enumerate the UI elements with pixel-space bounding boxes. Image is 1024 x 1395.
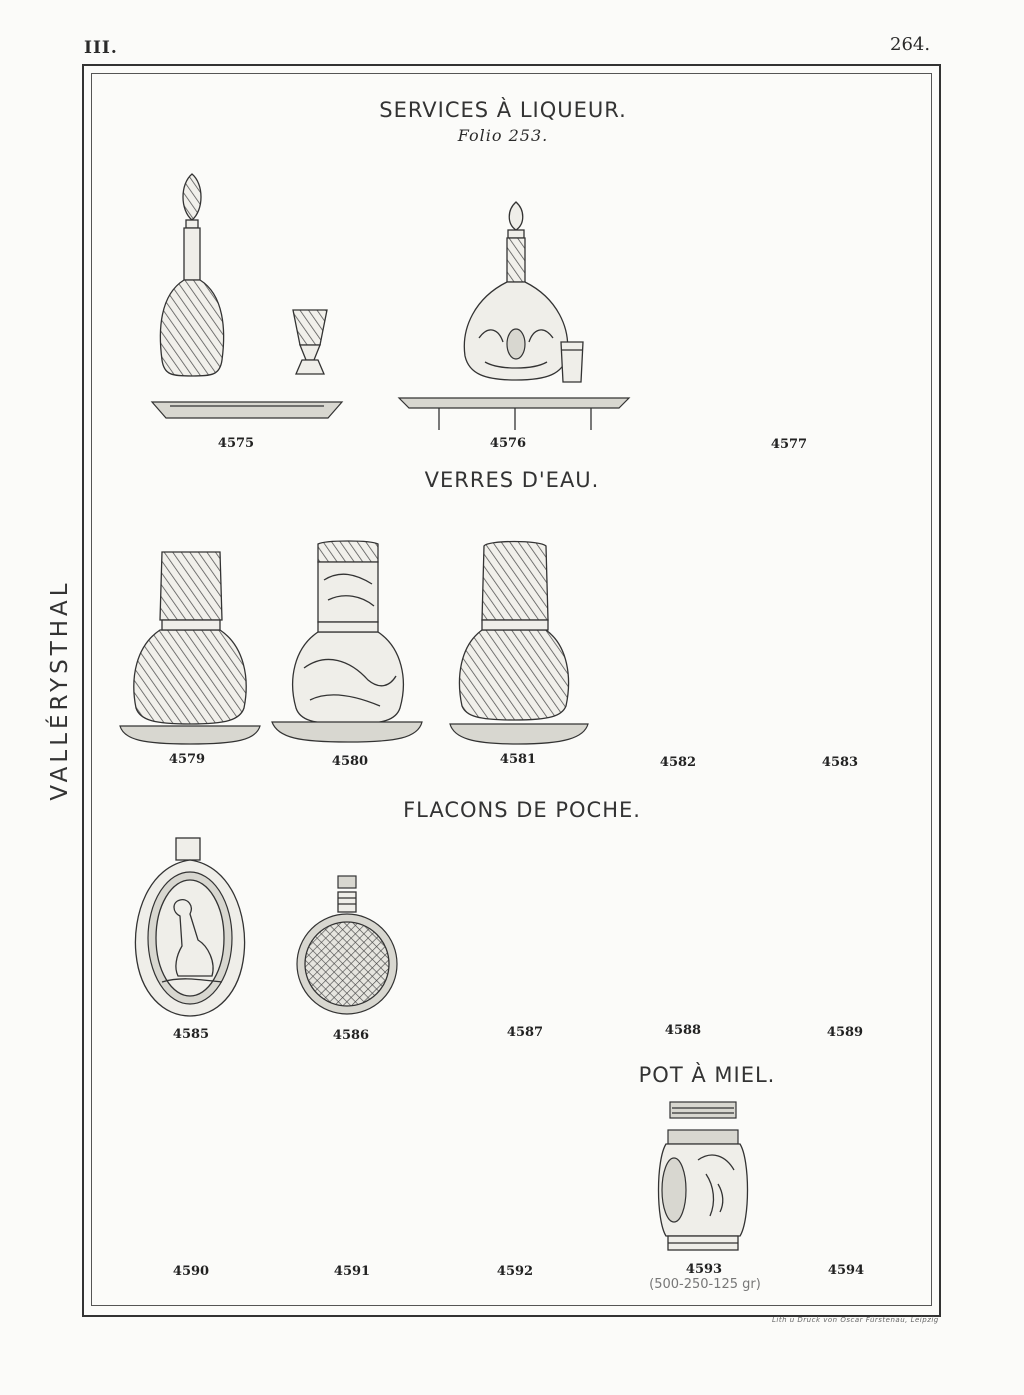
item-number-4577: 4577	[770, 437, 808, 452]
section-roman-numeral: III.	[84, 38, 118, 58]
water-set-4579-illustration	[118, 548, 263, 748]
item-number-4585: 4585	[172, 1027, 210, 1042]
honey-pot-4593-illustration	[654, 1100, 754, 1260]
heading-services-a-liqueur: SERVICES À LIQUEUR.	[379, 98, 627, 122]
item-number-4593: 4593	[685, 1262, 723, 1277]
item-number-4586: 4586	[332, 1028, 370, 1043]
pocket-flask-4586-illustration	[296, 874, 406, 1020]
water-set-4581-illustration	[448, 540, 593, 750]
item-number-4587: 4587	[506, 1025, 544, 1040]
page-number: 264.	[890, 34, 931, 55]
item-number-4580: 4580	[331, 754, 369, 769]
item-number-4589: 4589	[826, 1025, 864, 1040]
item-number-4591: 4591	[333, 1264, 371, 1279]
item-number-4594: 4594	[827, 1263, 865, 1278]
heading-pot-a-miel: POT À MIEL.	[638, 1063, 776, 1087]
item-number-4590: 4590	[172, 1264, 210, 1279]
folio-reference: Folio 253.	[457, 126, 549, 145]
item-number-4579: 4579	[168, 752, 206, 767]
item-number-4592: 4592	[496, 1264, 534, 1279]
liqueur-service-4576-illustration	[395, 198, 635, 438]
water-set-4580-illustration	[270, 540, 425, 750]
item-number-4575: 4575	[217, 436, 255, 451]
printer-credit: Lith u Druck von Oscar Fürstenau, Leipzig	[772, 1316, 939, 1324]
item-number-4576: 4576	[489, 436, 527, 451]
heading-flacons-de-poche: FLACONS DE POCHE.	[403, 798, 641, 822]
heading-verres-d-eau: VERRES D'EAU.	[424, 468, 600, 492]
item-number-4583: 4583	[821, 755, 859, 770]
pot-weights-note: (500-250-125 gr)	[649, 1277, 761, 1292]
item-number-4582: 4582	[659, 755, 697, 770]
pocket-flask-4585-illustration	[132, 836, 252, 1020]
liqueur-service-4575-illustration	[150, 170, 350, 430]
item-number-4581: 4581	[499, 752, 537, 767]
side-brand-label: VALLÉRYSTHAL	[47, 579, 73, 801]
item-number-4588: 4588	[664, 1023, 702, 1038]
